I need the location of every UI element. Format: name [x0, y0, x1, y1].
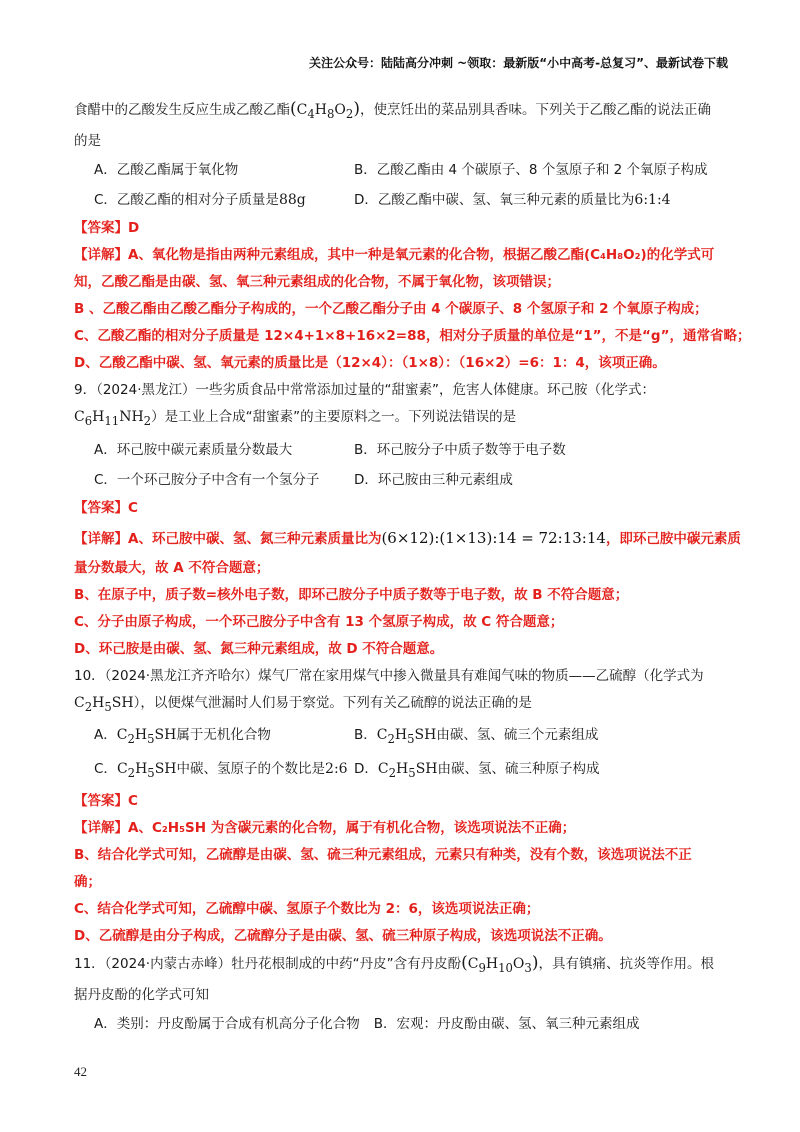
q10-stem-line2: $C_2H_5SH$），以便煤气泄漏时人们易于察觉。下列有关乙硫醇的说法正确的是: [74, 694, 532, 714]
q10-detail-5: D、乙硫醇是由分子构成，乙硫醇分子是由碳、氢、硫三种原子构成，该选项说法不正确。: [74, 927, 612, 944]
q8-stem-line2: 的是: [74, 132, 101, 149]
q9-option-a: A．环己胺中碳元素质量分数最大: [94, 441, 293, 458]
q11-formula: $C_9H_{10}O_3$: [467, 955, 532, 975]
q10-detail-1: 【详解】A、C₂H₅SH 为含碳元素的化合物，属于有机化合物，该选项说法不正确；: [74, 819, 576, 836]
q8-option-c: C．乙酸乙酯的相对分子质量是88g: [94, 191, 306, 208]
q8-option-d-value: 6:1:4: [634, 191, 671, 208]
q10-detail-4: C、结合化学式可知，乙硫醇中碳、氢原子个数比为 2：6，该选项说法正确；: [74, 900, 540, 917]
q9-option-c: C．一个环己胺分子中含有一个氢分子: [94, 471, 320, 488]
q8-formula: $C_4H_8O_2$: [296, 102, 354, 121]
q10-formula: $C_2H_5SH$: [74, 694, 134, 714]
q9-mass-ratio-equation: (6×12):(1×13):14 = 72:13:14: [381, 528, 606, 547]
q8-detail-2: 知，乙酸乙酯是由碳、氢、氧三种元素组成的化合物，不属于氧化物，该项错误；: [74, 273, 560, 290]
q8-option-d: D．乙酸乙酯中碳、氢、氧三种元素的质量比为6:1:4: [354, 191, 671, 208]
q8-option-c-value: 88g: [278, 191, 306, 208]
q11-stem-line2: 据丹皮酚的化学式可知: [74, 986, 209, 1003]
q11-option-b: B．宏观：丹皮酚由碳、氢、氧三种元素组成: [373, 1015, 640, 1032]
q8-options-row1: [74, 155, 724, 185]
q8-option-a: A．乙酸乙酯属于氧化物: [94, 161, 239, 178]
q9-stem-line2: $C_6H_{11}NH_2$）是工业上合成“甜蜜素”的主要原料之一。下列说法错误的是: [74, 408, 517, 428]
q8-options-row2: [74, 185, 724, 215]
q10-option-d: D．$C_2H_5SH$由碳、氢、硫三种原子构成: [354, 761, 600, 780]
q9-detail-5: D、环己胺是由碳、氢、氮三种元素组成，故 D 不符合题意。: [74, 640, 444, 657]
q8-detail-1: 【详解】A、氧化物是指由两种元素组成，其中一种是氧元素的化合物，根据乙酸乙酯(C₄H₈O₂)的化学式可: [74, 246, 715, 263]
q9-options-row2: [74, 465, 724, 495]
q10-option-b: B．$C_2H_5SH$由碳、氢、硫三个元素组成: [354, 727, 599, 747]
q8-detail-3: B 、乙酸乙酯由乙酸乙酯分子构成的，一个乙酸乙酯分子由 4 个碳原子、8 个氢原子和 2 个氧原子构成；: [74, 300, 708, 317]
q8-option-b: B．乙酸乙酯由 4 个碳原子、8 个氢原子和 2 个氧原子构成: [354, 161, 708, 178]
q8-stem-text2: ，使烹饪出的菜品别具香味。下列关于乙酸乙酯的说法正确: [359, 102, 711, 118]
q9-stem-line1: 9．（2024·黑龙江）一些劣质食品中常常添加过量的“甜蜜素”，危害人体健康。环己胺（化学式：: [74, 381, 655, 398]
q10-options-row2: [74, 754, 724, 788]
q8-answer: 【答案】D: [74, 219, 140, 236]
q8-detail-5: D、乙酸乙酯中碳、氢、氧元素的质量比是（12×4）：（1×8）：（16×2）=6：1：4，该项正确。: [74, 354, 666, 371]
q10-detail-3: 确；: [74, 873, 101, 890]
q8-detail-4: C、乙酸乙酯的相对分子质量是 12×4+1×8+16×2=88，相对分子质量的单位是“1”，不是“g”，通常省略；: [74, 327, 751, 344]
document-body: [74, 96, 751, 1039]
q9-option-b: B．环己胺分子中质子数等于电子数: [354, 441, 566, 458]
q10-options-row1: [74, 720, 724, 754]
page-number: 42: [74, 1064, 87, 1079]
q9-detail-4: C、分子由原子构成，一个环己胺分子中含有 13 个氢原子构成，故 C 符合题意；: [74, 613, 564, 630]
q9-detail-2: 量分数最大，故 A 不符合题意；: [74, 559, 270, 576]
q10-option-a: A．$C_2H_5SH$属于无机化合物: [94, 727, 271, 747]
q10-option-c: C．$C_2H_5SH$中碳、氢原子的个数比是2:6: [94, 761, 348, 780]
q11-option-a: A．类别：丹皮酚属于合成有机高分子化合物: [94, 1015, 360, 1032]
q10-stem-line1: 10．（2024·黑龙江齐齐哈尔）煤气厂常在家用煤气中掺入微量具有难闻气味的物质——乙硫醇（化学式为: [74, 667, 704, 684]
q9-options-row1: [74, 435, 724, 465]
q8-stem-text: 食醋中的乙酸发生反应生成乙酸乙酯: [74, 102, 290, 118]
q10-detail-2: B、结合化学式可知，乙硫醇是由碳、氢、硫三种元素组成，元素只有种类，没有个数，该选项说法不正: [74, 846, 692, 863]
q9-formula: $C_6H_{11}NH_2$: [74, 408, 152, 428]
q8-stem-line1: 食醋中的乙酸发生反应生成乙酸乙酯$(C_4H_8O_2)$，使烹饪出的菜品别具香味。下列关于乙酸乙酯的说法正确: [74, 99, 711, 121]
q11-stem-line1: 11．（2024·内蒙古赤峰）牡丹花根制成的中药“丹皮”含有丹皮酚$(C_9H_{10}O_3)$，具有镇痛、抗炎等作用。根: [74, 952, 714, 975]
q11-options-row1: [74, 1009, 724, 1039]
q9-option-d: D．环己胺由三种元素组成: [354, 471, 513, 488]
page-header: 关注公众号：陆陆高分冲刺 ~领取：最新版“小中高考-总复习”、最新试卷下载: [309, 56, 728, 70]
q9-detail-3: B、在原子中，质子数=核外电子数，即环己胺分子中质子数等于电子数，故 B 不符合题意；: [74, 586, 629, 603]
q9-answer: 【答案】C: [74, 499, 138, 516]
q10-answer: 【答案】C: [74, 792, 138, 809]
q9-detail-1: 【详解】A、环己胺中碳、氢、氮三种元素质量比为(6×12):(1×13):14 = 72:13:14，即环己胺中碳元素质: [74, 528, 741, 547]
